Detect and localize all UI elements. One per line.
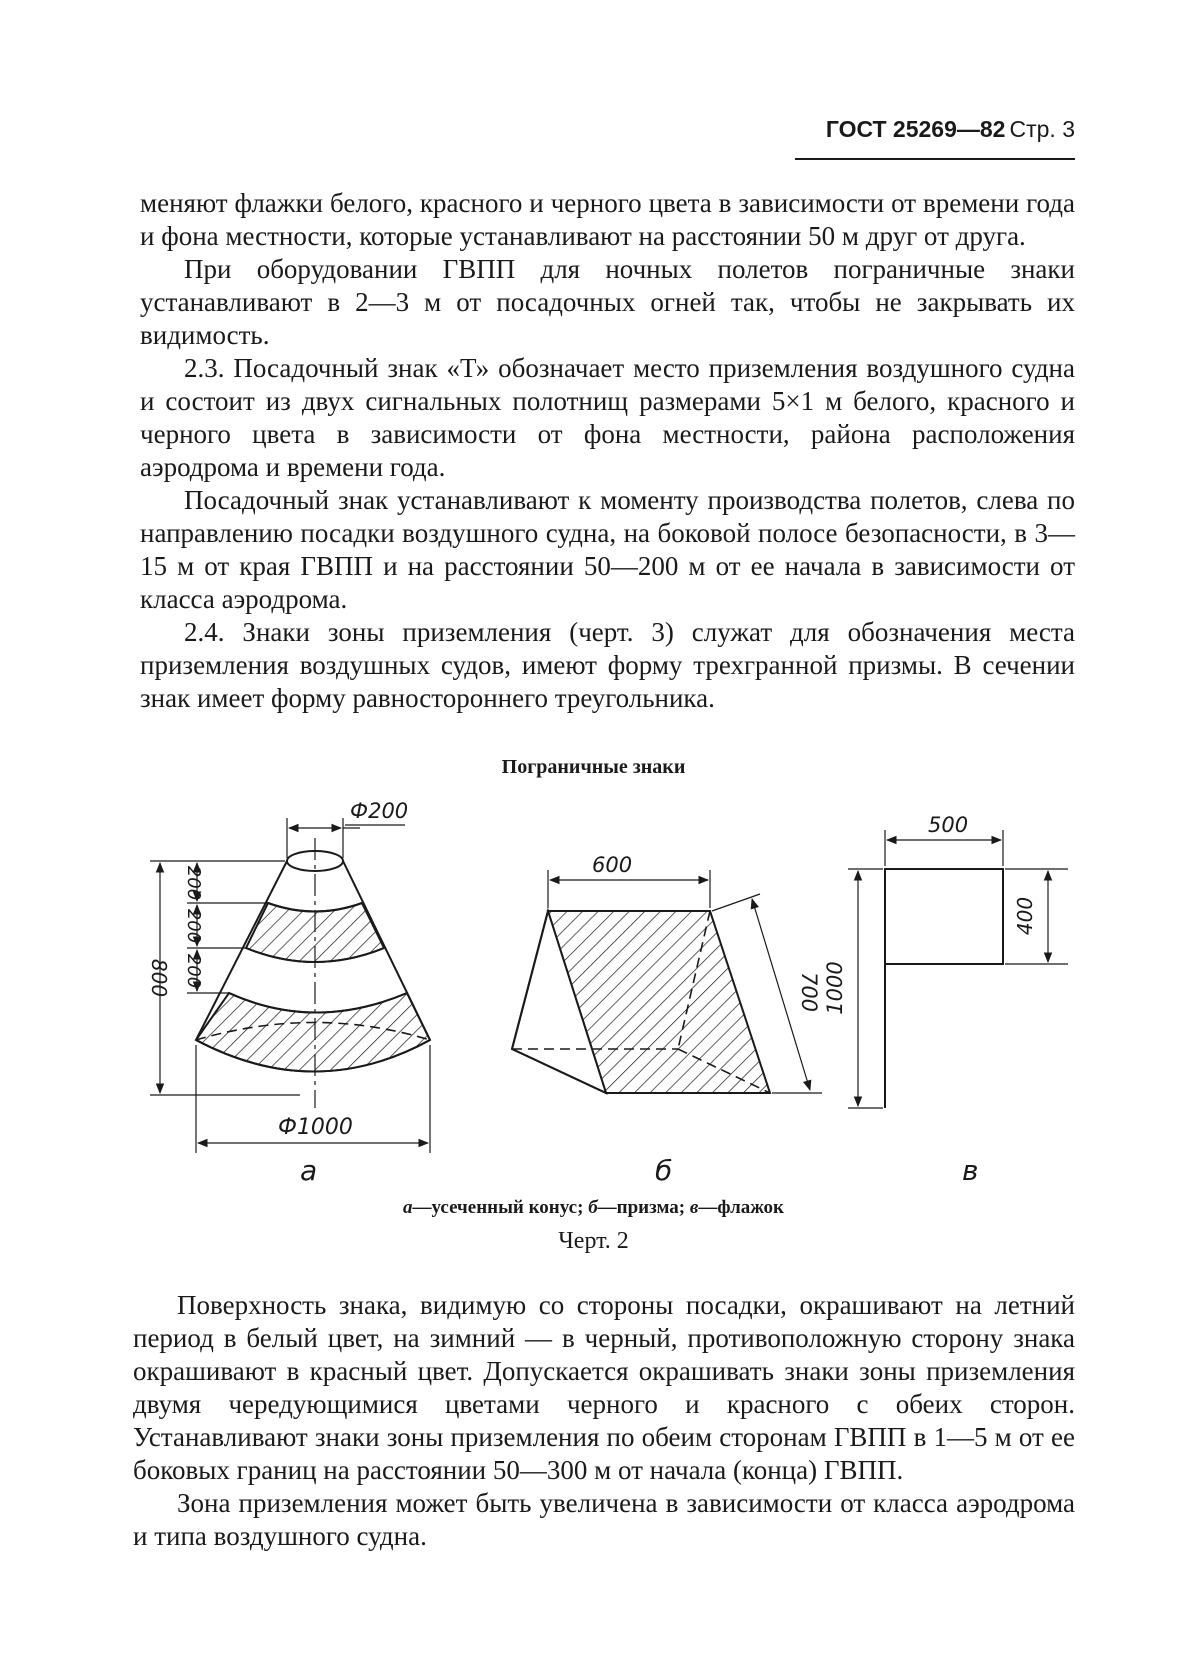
legend-text-v: —флажок [698, 1197, 784, 1218]
label-flag-width: 500 [928, 813, 969, 837]
label-pole-height: 1000 [823, 961, 847, 1015]
document-number: ГОСТ 25269—82 [825, 116, 1006, 142]
legend-key-a: а [403, 1197, 413, 1218]
label-letter-a: а [300, 1154, 318, 1187]
prism-drawing [512, 870, 822, 1093]
label-band-2: 200 [183, 908, 204, 944]
legend-text-b: —призма; [597, 1197, 690, 1218]
label-prism-width: 600 [592, 853, 633, 877]
flag-panel [885, 869, 1003, 964]
label-height: 800 [147, 958, 171, 998]
cone-hatched-band-lower [196, 993, 430, 1072]
figure-title: Пограничные знаки [501, 756, 686, 778]
figure-legend [0, 1197, 1187, 1219]
legend-key-v: в [689, 1197, 699, 1218]
paragraph-2-4: 2.4. Знаки зоны приземления (черт. 3) служат для обозначения места приземления воздушных судов, имеют форму трехгранной призмы. В сечении знак имеет форму равностороннего треугольника. [140, 617, 1075, 713]
legend-key-b: б [588, 1197, 598, 1218]
paragraph: Поверхность знака, видимую со стороны посадки, окрашивают на летний период в белый цвет, на зимний — в черный, противоположную сторону знака окрашивают в красный цвет. Допускается окрашивать знаки зоны приземления двумя чередующимися цветами черного и красного с обеих сторон. Устанавливают знаки зоны приземления по обеим сторонам ГВПП в 1—5 м от ее боковых границ на расстоянии 50—300 м от начала (конца) ГВПП. [133, 1290, 1075, 1485]
body-text-bottom [133, 1289, 1075, 1553]
page-number: Стр. 3 [1009, 116, 1075, 142]
legend-text-a: —усеченный конус; [412, 1197, 589, 1218]
label-top-diameter: Ф200 [350, 799, 409, 823]
label-band-1: 200 [183, 865, 204, 901]
paragraph-2-3: 2.3. Посадочный знак «Т» обозначает место приземления воздушного судна и состоит из двух сигнальных полотнищ размерами 5×1 м белого, красного и черного цвета в зависимости от фона местности, района расположения аэродрома и времени года. [140, 353, 1075, 482]
paragraph: При оборудовании ГВПП для ночных полетов пограничные знаки устанавливают в 2—3 м от посадочных огней так, чтобы не закрывать их видимость. [140, 254, 1075, 350]
label-bottom-diameter: Ф1000 [278, 1115, 353, 1140]
figure-number: Черт. 2 [558, 1228, 629, 1254]
paragraph: Посадочный знак устанавливают к моменту производства полетов, слева по направлению посадки воздушного судна, на боковой полосе безопасности, в 3—15 м от края ГВПП и на расстоянии 50—200 м от ее начала в зависимости от класса аэродрома. [140, 485, 1075, 614]
paragraph: Зона приземления может быть увеличена в зависимости от класса аэродрома и типа воздушного судна. [133, 1488, 1075, 1551]
label-letter-b: б [655, 1154, 673, 1187]
label-flag-height: 400 [1013, 896, 1037, 936]
label-letter-v: в [962, 1154, 979, 1187]
flag-drawing [848, 830, 1068, 1108]
paragraph: меняют флажки белого, красного и черного цвета в зависимости от времени года и фона местности, которые устанавливают на расстоянии 50 м друг от друга. [140, 188, 1075, 251]
label-prism-slant: 700 [797, 971, 821, 1013]
label-band-3: 200 [183, 953, 204, 989]
